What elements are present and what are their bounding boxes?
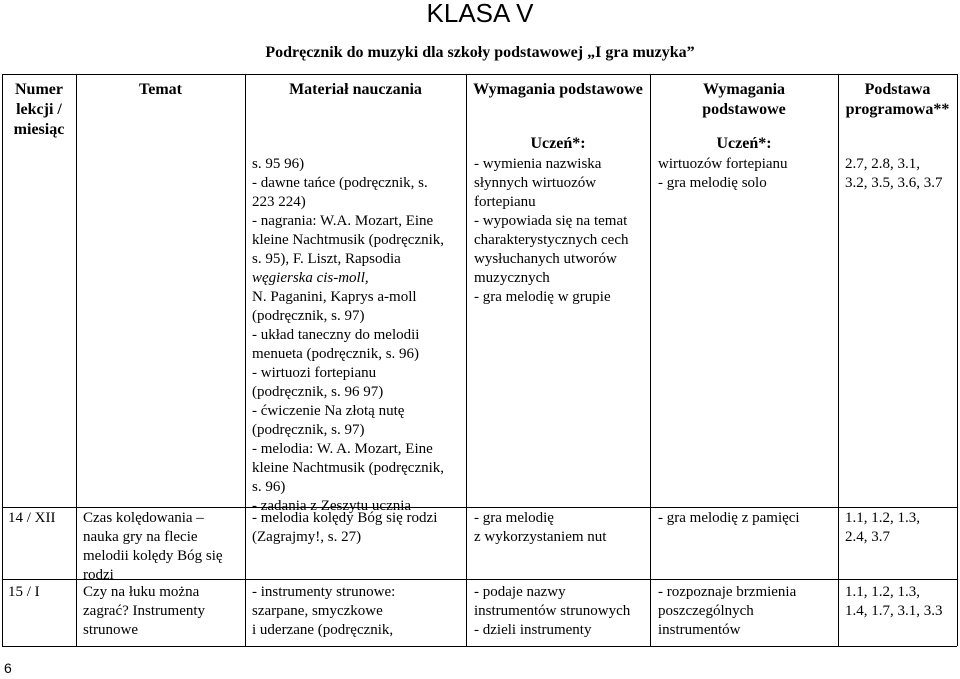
row2-wymagania-2: - gra melodię z pamięci — [658, 510, 800, 526]
row3-podstawa: 1.1, 1.2, 1.3, 1.4, 1.7, 3.1, 3.3 — [845, 584, 943, 619]
col-border-5 — [838, 74, 839, 646]
col-border-0 — [2, 74, 3, 646]
row3-numer: 15 / I — [8, 584, 40, 600]
header-uczen-2: Uczeń*: — [716, 135, 772, 152]
col-border-6 — [957, 74, 958, 646]
page-subtitle: Podręcznik do muzyki dla szkoły podstawowej „I gra muzyka” — [265, 44, 695, 61]
row1-material: s. 95 96) - dawne tańce (podręcznik, s. 223 224) - nagrania: W.A. Mozart, Eine kleine Nachtmusik (podręcznik, s. 95), F. Liszt, Rapsodia węgierska cis-moll, N. Paganini, Kaprys a-moll (podręcznik, s. 97) - układ taneczny do melodii menueta (podręcznik, s. 96) - wirtuozi fortepianu (podręcznik, s. 96 97) - ćwiczenie Na złotą nutę (podręcznik, s. 97) - melodia: W. A. Mozart, Eine kleine Nachtmusik (podręcznik, s. 96) - zadania z Zeszytu ucznia — [252, 156, 445, 514]
col-border-2 — [245, 74, 246, 646]
row3-wymagania-2: - rozpoznaje brzmienia poszczególnych instrumentów — [658, 584, 797, 638]
header-wymagania-1: Wymagania podstawowe Uczeń*: — [466, 80, 650, 154]
header-wymagania-2: Wymagania podstawowe Uczeń*: — [650, 80, 838, 154]
col-border-1 — [76, 74, 77, 646]
page-number: 6 — [4, 660, 12, 676]
col-border-4 — [650, 74, 651, 646]
row3-temat: Czy na łuku można zagrać? Instrumenty strunowe — [83, 584, 206, 638]
row2-wymagania-1: - gra melodię z wykorzystaniem nut — [474, 510, 607, 545]
row-divider-1 — [2, 507, 957, 508]
header-material: Materiał nauczania — [289, 81, 422, 98]
row2-temat: Czas kolędowania – nauka gry na flecie melodii kolędy Bóg się rodzi — [83, 510, 223, 583]
row1-wymagania-1: - wymienia nazwiska słynnych wirtuozów fortepianu - wypowiada się na temat charakterystycznych cech wysłuchanych utworów muzycznych - gra melodię w grupie — [474, 156, 629, 305]
row3-material: - instrumenty strunowe: szarpane, smyczkowe i uderzane (podręcznik, — [252, 584, 396, 638]
header-numer: Numer lekcji / miesiąc — [13, 81, 65, 138]
row2-podstawa: 1.1, 1.2, 1.3, 2.4, 3.7 — [845, 510, 920, 545]
row2-material: - melodia kolędy Bóg się rodzi (Zagrajmy!, s. 27) — [252, 510, 438, 545]
row3-wymagania-1: - podaje nazwy instrumentów strunowych - dzieli instrumenty — [474, 584, 631, 638]
row1-podstawa: 2.7, 2.8, 3.1, 3.2, 3.5, 3.6, 3.7 — [845, 156, 943, 191]
row1-wymagania-2: wirtuozów fortepianu - gra melodię solo — [658, 156, 788, 191]
header-temat: Temat — [139, 81, 182, 98]
header-podstawa: Podstawa programowa** — [845, 81, 950, 118]
col-border-3 — [466, 74, 467, 646]
header-uczen-1: Uczeń*: — [530, 135, 586, 152]
page-title: KLASA V — [426, 0, 534, 28]
table-top-border — [2, 74, 957, 75]
row2-numer: 14 / XII — [8, 510, 56, 526]
table-bottom-border — [2, 646, 957, 647]
